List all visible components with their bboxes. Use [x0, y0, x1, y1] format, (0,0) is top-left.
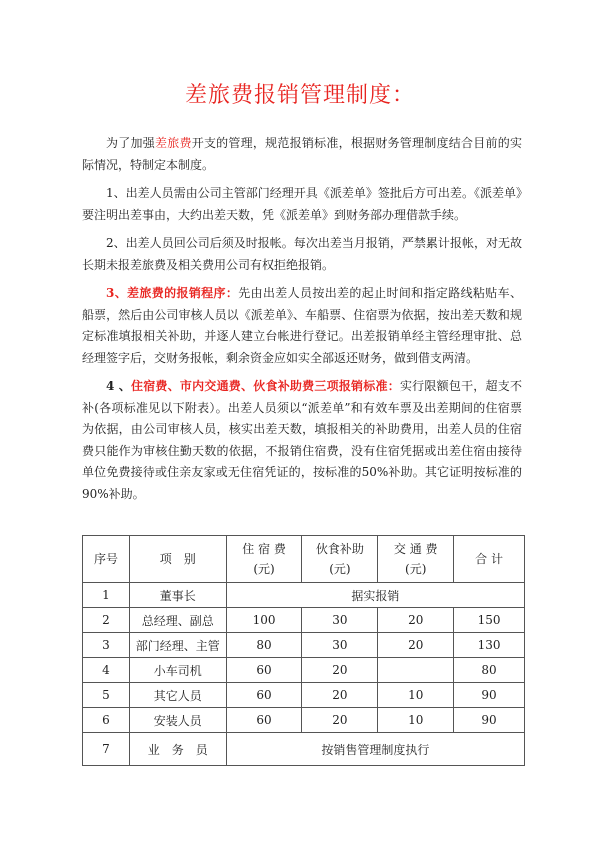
table-row: [83, 633, 525, 658]
cell-transport: [378, 658, 454, 683]
cell-item: 安装人员: [129, 708, 226, 733]
cell-total: 90: [454, 708, 525, 733]
header-seq: 序号: [83, 536, 130, 583]
cell-merged: 据实报销: [226, 583, 524, 608]
cell-transport: 10: [378, 683, 454, 708]
cell-lodging: 80: [226, 633, 302, 658]
intro-highlight: 差旅费: [154, 136, 192, 150]
cell-meals: 30: [302, 608, 378, 633]
cell-seq: 1: [83, 583, 130, 608]
rule-4-heading: 住宿费、市内交通费、伙食补助费三项报销标准：: [130, 379, 400, 393]
table-row: [83, 608, 525, 633]
rule-3-text: 先由出差人员按出差的起止时间和指定路线粘贴车、船票，然后由公司审核人员以《派差单》、车船票、住宿票为依据，按出差天数和规定标准填报相关补助，并逐人建立台帐进行登记。出差报销单经主管经理审批、总经理签字后，交财务报帐，剩余资金应如实全部返还财务，做到借支两清。: [82, 286, 522, 365]
table-row: [83, 733, 525, 766]
cell-meals: 20: [302, 683, 378, 708]
rule-1-paragraph: 1、出差人员需由公司主管部门经理开具《派差单》签批后方可出差。《派差单》要注明出差事由，大约出差天数，凭《派差单》到财务部办理借款手续。: [82, 186, 522, 222]
cell-item: 其它人员: [129, 683, 226, 708]
header-meals: [302, 536, 378, 583]
cell-meals: 30: [302, 633, 378, 658]
cell-total: 80: [454, 658, 525, 683]
intro-text: 为了加强: [106, 136, 155, 150]
document-body: [82, 133, 522, 512]
header-meals-unit: (元): [329, 562, 351, 576]
rule-3-heading: 3、差旅费的报销程序：: [106, 286, 239, 300]
cell-meals: 20: [302, 708, 378, 733]
intro-text-end: 开支的管理，规范报销标准，根据财务管理制度结合目前的实际情况，特制定本制度。: [82, 136, 522, 172]
header-transport-unit: (元): [405, 562, 427, 576]
cell-seq: 2: [83, 608, 130, 633]
rule-2-paragraph: 2、出差人员回公司后须及时报帐。每次出差当月报销，严禁累计报帐，对无故长期未报差旅费及相关费用公司有权拒绝报销。: [82, 236, 522, 272]
cell-seq: 5: [83, 683, 130, 708]
cell-total: 150: [454, 608, 525, 633]
rule-4-paragraph: [82, 376, 522, 505]
rule-4-number: 4 、: [106, 379, 131, 393]
cell-merged: 按销售管理制度执行: [226, 733, 524, 766]
header-lodging-unit: (元): [253, 562, 275, 576]
cell-lodging: 60: [226, 658, 302, 683]
header-transport: [378, 536, 454, 583]
document-title: 差旅费报销管理制度：: [184, 83, 415, 108]
cell-seq: 7: [83, 733, 130, 766]
cell-item: 业 务 员: [129, 733, 226, 766]
header-transport-label: 交 通 费: [393, 542, 438, 556]
header-lodging: [226, 536, 302, 583]
header-item: 项 别: [129, 536, 226, 583]
cell-transport: 20: [378, 608, 454, 633]
cell-item: 董事长: [129, 583, 226, 608]
table-row: [83, 658, 525, 683]
cell-total: 90: [454, 683, 525, 708]
table-header-row: [83, 536, 525, 583]
cell-lodging: 60: [226, 683, 302, 708]
cell-item: 部门经理、主管: [129, 633, 226, 658]
intro-paragraph: [82, 133, 522, 176]
header-lodging-label: 住 宿 费: [242, 542, 286, 556]
cell-lodging: 60: [226, 708, 302, 733]
header-total: 合 计: [454, 536, 525, 583]
cell-seq: 3: [83, 633, 130, 658]
cell-meals: 20: [302, 658, 378, 683]
cell-transport: 20: [378, 633, 454, 658]
table-row: [83, 583, 525, 608]
cell-lodging: 100: [226, 608, 302, 633]
cell-item: 总经理、副总: [129, 608, 226, 633]
table-row: [83, 708, 525, 733]
cell-transport: 10: [378, 708, 454, 733]
header-meals-label: 伙食补助: [315, 542, 364, 556]
rule-3-paragraph: [82, 283, 522, 369]
cell-item: 小车司机: [129, 658, 226, 683]
cell-seq: 6: [83, 708, 130, 733]
table-row: [83, 683, 525, 708]
rule-4-text: 实行限额包干，超支不补(各项标准见以下附表）。出差人员须以“派差单”和有效车票及出差期间的住宿票为依据，由公司审核人员，核实出差天数，填报相关的补助费用，出差人员的住宿费只能作为审核住勤天数的依据，不报销住宿费，没有住宿凭据或出差住宿由接待单位免费接待或住亲友家或无住宿凭证的，按标准的50%补助。其它证明按标准的90%补助。: [82, 379, 522, 501]
allowance-table: [82, 535, 525, 766]
cell-seq: 4: [83, 658, 130, 683]
cell-total: 130: [454, 633, 525, 658]
